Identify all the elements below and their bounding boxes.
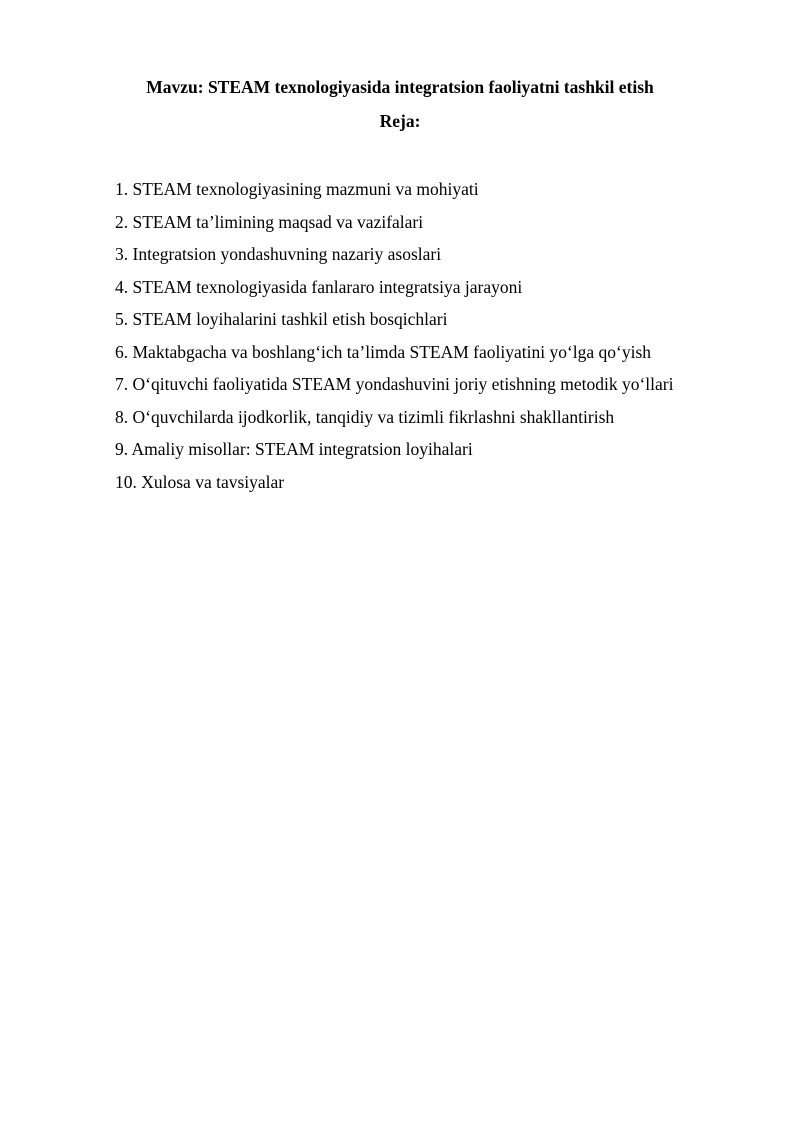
plan-item-7: 7. O‘qituvchi faoliyatida STEAM yondashuvini joriy etishning metodik yo‘llari <box>115 374 674 394</box>
plan-item-1: 1. STEAM texnologiyasining mazmuni va mohiyati <box>115 179 479 199</box>
plan-item-4: 4. STEAM texnologiyasida fanlararo integratsiya jarayoni <box>115 276 523 297</box>
plan-item-6: 6. Maktabgacha va boshlang‘ich ta’limda STEAM faoliyatini yo‘lga qo‘yish <box>115 341 652 362</box>
plan-item-2: 2. STEAM ta’limining maqsad va vazifalari <box>115 211 424 232</box>
plan-item-8: 8. O‘quvchilarda ijodkorlik, tanqidiy va tizimli fikrlashni shakllantirish <box>115 406 615 427</box>
plan-heading: Reja: <box>379 111 421 131</box>
plan-item-3: 3. Integratsion yondashuvning nazariy asoslari <box>115 244 442 264</box>
plan-item-10: 10. Xulosa va tavsiyalar <box>115 471 285 492</box>
document-title: Mavzu: STEAM texnologiyasida integratsion faoliyatni tashkil etish <box>146 77 654 97</box>
plan-list <box>115 173 755 498</box>
plan-item-9: 9. Amaliy misollar: STEAM integratsion loyihalari <box>115 439 473 459</box>
plan-item-5: 5. STEAM loyihalarini tashkil etish bosqichlari <box>115 309 448 329</box>
